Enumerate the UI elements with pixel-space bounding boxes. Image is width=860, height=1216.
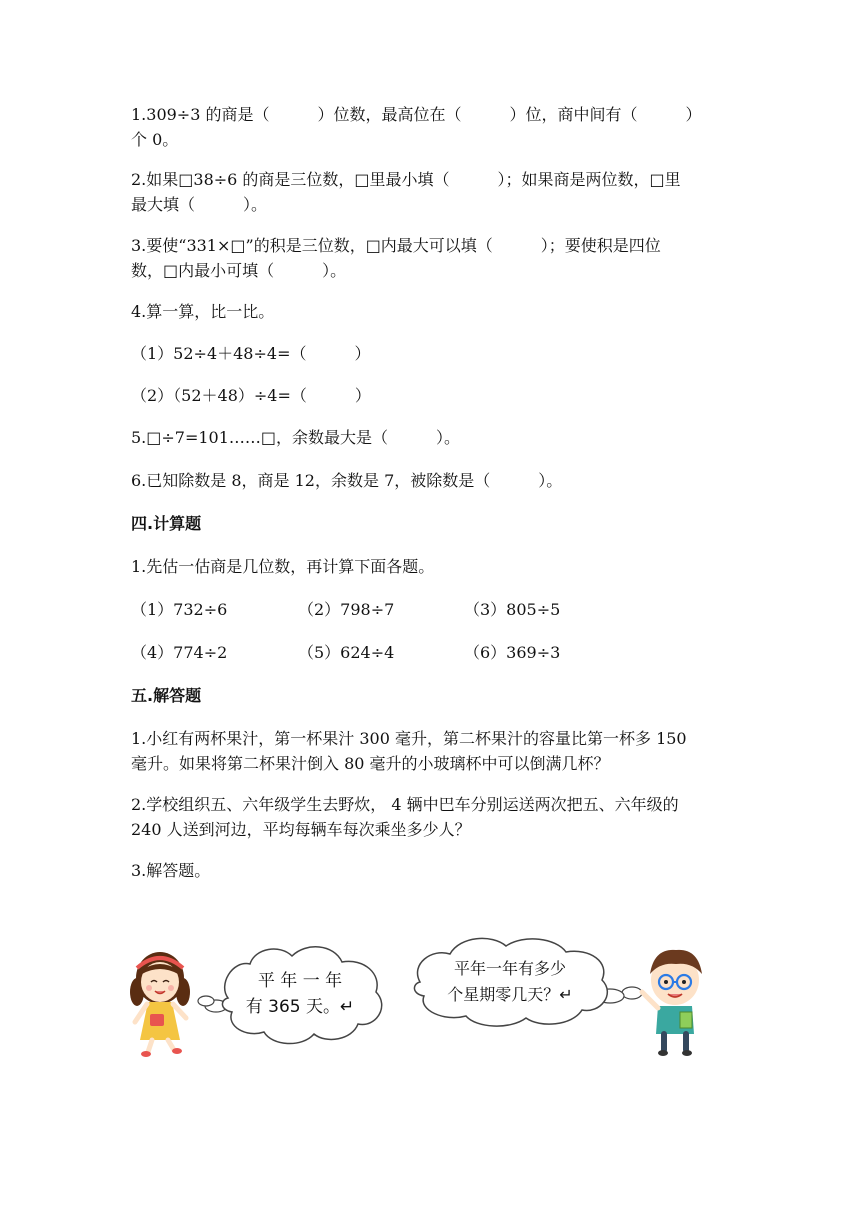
question-2-line-2: 最大填（ ）。 <box>131 195 268 214</box>
question-1-line-2: 个 0。 <box>131 130 179 149</box>
question-3-line-2: 数，□内最小可填（ ）。 <box>131 261 347 280</box>
problem-2-line-1: 2.学校组织五、六年级学生去野炊， 4 辆中巴车分别运送两次把五、六年级的 <box>131 795 679 814</box>
problem-1-line-1: 1.小红有两杯果汁，第一杯果汁 300 毫升，第二杯果汁的容量比第一杯多 150 <box>131 729 687 748</box>
section-4-question-1: 1.先估一估商是几位数，再计算下面各题。 <box>131 557 435 576</box>
problem-3: 3.解答题。 <box>131 861 211 880</box>
section-5-title: 五.解答题 <box>131 686 202 705</box>
calc-item-4: （4）774÷2 <box>131 643 228 662</box>
boy-illustration <box>642 950 702 1056</box>
question-5: 5.□÷7=101……□，余数最大是（ ）。 <box>131 428 461 447</box>
question-4-part-2: （2）（52＋48）÷4=（ ） <box>131 386 371 405</box>
calc-item-6: （6）369÷3 <box>464 643 561 662</box>
calc-item-3: （3）805÷5 <box>464 600 561 619</box>
question-3-line-1: 3.要使“331×□”的积是三位数，□内最大可以填（ ）；要使积是四位 <box>131 236 661 255</box>
section-4-title: 四.计算题 <box>131 514 202 533</box>
calc-item-1: （1）732÷6 <box>131 600 228 619</box>
boy-thought-bubble <box>414 938 642 1026</box>
problem-2-line-2: 240 人送到河边，平均每辆车每次乘坐多少人？ <box>131 820 471 839</box>
girl-bubble-text-line-2: 有 365 天。↵ <box>245 997 355 1017</box>
question-1-line-1: 1.309÷3 的商是（ ）位数，最高位在（ ）位，商中间有（ ） <box>131 105 702 124</box>
question-4: 4.算一算，比一比。 <box>131 302 275 321</box>
boy-bubble-text-line-2: 个星期零几天？↵ <box>447 985 573 1004</box>
girl-bubble-text-line-1: 平 年 一 年 <box>257 971 343 991</box>
illustration <box>120 930 720 1070</box>
calc-item-5: （5）624÷4 <box>298 643 395 662</box>
question-6: 6.已知除数是 8，商是 12，余数是 7，被除数是（ ）。 <box>131 471 563 490</box>
girl-thought-bubble <box>198 947 382 1044</box>
boy-bubble-text-line-1: 平年一年有多少 <box>453 959 567 978</box>
girl-illustration <box>130 952 190 1057</box>
question-4-part-1: （1）52÷4＋48÷4=（ ） <box>131 344 371 363</box>
problem-1-line-2: 毫升。如果将第二杯果汁倒入 80 毫升的小玻璃杯中可以倒满几杯？ <box>131 754 610 773</box>
question-2-line-1: 2.如果□38÷6 的商是三位数，□里最小填（ ）；如果商是两位数，□里 <box>131 170 681 189</box>
calc-item-2: （2）798÷7 <box>298 600 395 619</box>
